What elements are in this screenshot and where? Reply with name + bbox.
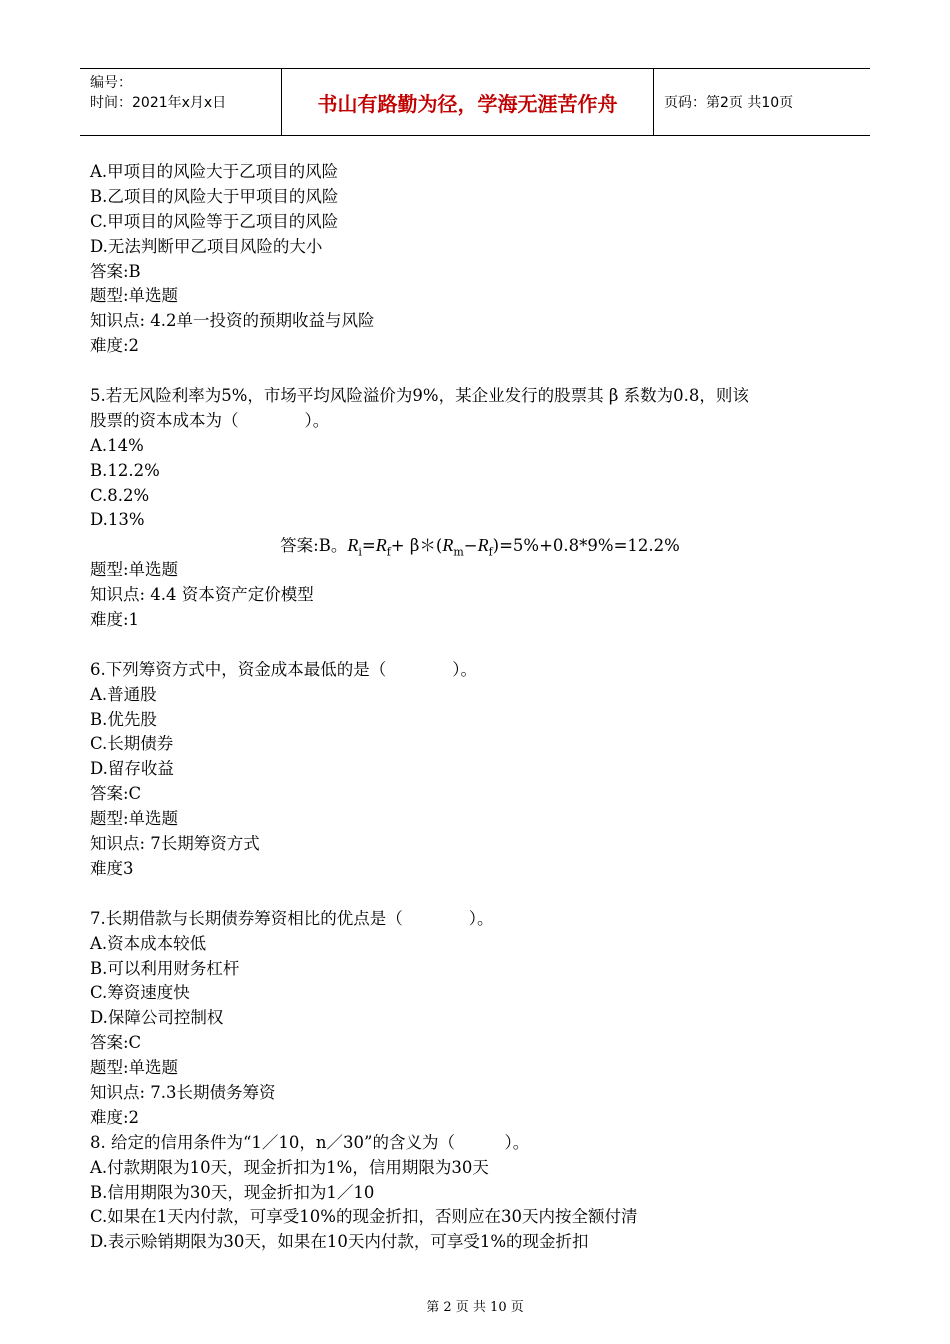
option-line: C.如果在1天内付款，可享受10%的现金折扣，否则应在30天内按全额付清 <box>90 1207 638 1227</box>
option-line: B.可以利用财务杠杆 <box>90 958 240 978</box>
type-line: 题型:单选题 <box>90 1058 179 1078</box>
question-stem-continued: 股票的资本成本为（ ）。 <box>90 410 330 430</box>
option-line: C.甲项目的风险等于乙项目的风险 <box>90 211 339 231</box>
header-motto: 书山有路勤为径，学海无涯苦作舟 <box>282 69 654 135</box>
document-body <box>90 160 870 1255</box>
answer-prefix: 答案:B。 <box>280 536 348 556</box>
knowledge-line: 知识点: 7长期筹资方式 <box>90 834 260 854</box>
date-label: 时间：2021年x月x日 <box>90 95 227 111</box>
header-meta <box>80 69 282 135</box>
option-line: D.保障公司控制权 <box>90 1008 224 1028</box>
type-line: 题型:单选题 <box>90 560 179 580</box>
formula-r: R <box>442 535 454 556</box>
page-footer: 第 2 页 共 10 页 <box>426 1300 524 1315</box>
question-stem: 7.长期借款与长期债券筹资相比的优点是（ ）。 <box>90 908 494 928</box>
option-line: D.留存收益 <box>90 759 174 779</box>
option-line: A.14% <box>90 435 144 455</box>
answer-formula <box>90 533 870 558</box>
header-page-info: 页码：第2页 共10页 <box>664 95 794 111</box>
page-header <box>80 68 870 136</box>
blank-line <box>90 633 870 658</box>
formula-sub: m <box>453 545 464 559</box>
option-line: A.付款期限为10天，现金折扣为1%，信用期限为30天 <box>90 1157 489 1177</box>
answer-line: 答案:C <box>90 1033 142 1053</box>
question-stem: 6.下列筹资方式中，资金成本最低的是（ ）。 <box>90 659 477 679</box>
formula-sub: f <box>488 545 493 559</box>
blank-line <box>90 882 870 907</box>
formula-sub: f <box>386 545 391 559</box>
option-line: B.12.2% <box>90 460 160 480</box>
formula-r: R <box>477 535 489 556</box>
option-line: B.乙项目的风险大于甲项目的风险 <box>90 186 339 206</box>
option-line: C.长期债券 <box>90 734 174 754</box>
question-stem: 5.若无风险利率为5%，市场平均风险溢价为9%，某企业发行的股票其 β 系数为0.8，则该 <box>90 386 749 406</box>
serial-label: 编号： <box>90 75 132 91</box>
knowledge-line: 知识点: 4.2单一投资的预期收益与风险 <box>90 311 375 331</box>
formula-result: )=5%+0.8*9%=12.2% <box>492 536 680 556</box>
question-stem: 8. 给定的信用条件为“1／10，n／30”的含义为（ ）。 <box>90 1132 530 1152</box>
option-line: D.无法判断甲乙项目风险的大小 <box>90 236 323 256</box>
type-line: 题型:单选题 <box>90 286 179 306</box>
difficulty-line: 难度:1 <box>90 610 140 630</box>
knowledge-line: 知识点: 7.3长期债务筹资 <box>90 1082 276 1102</box>
difficulty-line: 难度:2 <box>90 1107 140 1127</box>
formula-r: R <box>375 535 387 556</box>
option-line: D.表示赊销期限为30天，如果在10天内付款，可享受1%的现金折扣 <box>90 1232 589 1252</box>
option-line: A.普通股 <box>90 684 157 704</box>
blank-line <box>90 359 870 384</box>
formula-r: R <box>347 535 359 556</box>
formula-plus-beta: + β＊( <box>390 536 443 556</box>
option-line: A.资本成本较低 <box>90 933 207 953</box>
option-line: B.优先股 <box>90 709 157 729</box>
formula-minus: − <box>463 536 478 556</box>
option-line: D.13% <box>90 510 145 530</box>
formula-eq: = <box>361 536 376 556</box>
formula-sub: i <box>358 545 362 559</box>
answer-line: 答案:C <box>90 784 142 804</box>
option-line: C.筹资速度快 <box>90 983 190 1003</box>
difficulty-line: 难度:2 <box>90 336 140 356</box>
option-line: A.甲项目的风险大于乙项目的风险 <box>90 162 339 181</box>
knowledge-line: 知识点: 4.4 资本资产定价模型 <box>90 585 314 605</box>
option-line: B.信用期限为30天，现金折扣为1／10 <box>90 1182 375 1202</box>
option-line: C.8.2% <box>90 485 150 505</box>
difficulty-line: 难度3 <box>90 858 134 878</box>
answer-line: 答案:B <box>90 261 141 281</box>
type-line: 题型:单选题 <box>90 809 179 829</box>
